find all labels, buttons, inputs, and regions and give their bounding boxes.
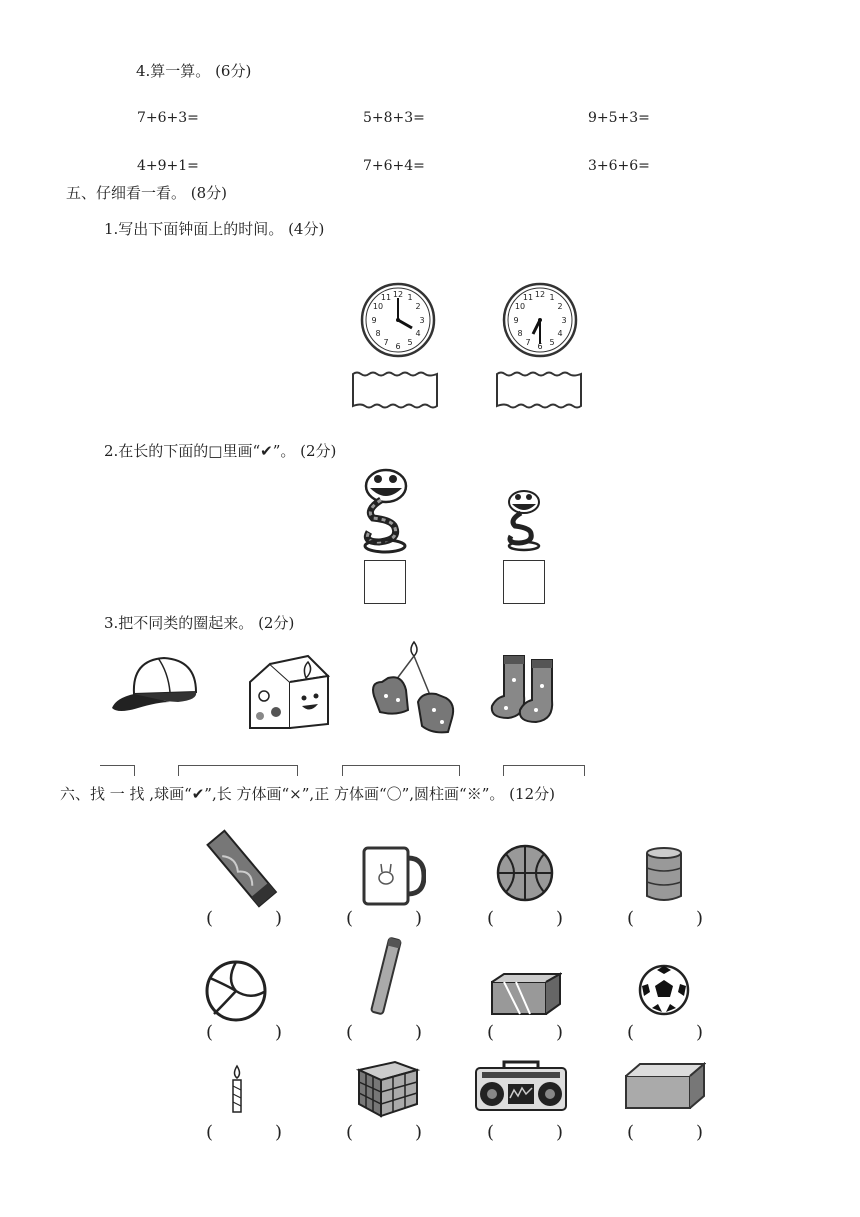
q4-eq-1: 7+6+3=: [137, 110, 199, 126]
pencil-icon: [368, 936, 404, 1016]
divider: [342, 765, 460, 776]
clock-num-7: 7: [525, 338, 531, 347]
clock-num-3: 3: [419, 316, 425, 325]
q4-eq-5: 7+6+4=: [363, 158, 425, 174]
volleyball-icon: [204, 960, 268, 1022]
s5-q3-title: 3.把不同类的圈起来。 (2分): [104, 614, 295, 632]
clock-num-4: 4: [415, 329, 421, 338]
answer-blank[interactable]: ( ): [627, 908, 703, 929]
snake-long-icon: [355, 466, 417, 554]
section-5-title: 五、仔细看一看。 (8分): [66, 184, 228, 202]
answer-box[interactable]: [495, 370, 583, 410]
clock-num-9: 9: [371, 316, 377, 325]
clock-num-11: 11: [522, 293, 534, 302]
clock-num-6: 6: [537, 342, 543, 351]
answer-box[interactable]: [351, 370, 439, 410]
checkbox-long[interactable]: [364, 560, 406, 604]
socks-icon[interactable]: [486, 652, 572, 724]
clock-num-1: 1: [407, 293, 413, 302]
clock-num-12: 12: [534, 290, 546, 299]
clock-num-10: 10: [372, 302, 384, 311]
answer-blank[interactable]: ( ): [487, 908, 563, 929]
answer-blank[interactable]: ( ): [206, 1022, 282, 1043]
s5-q2-title: 2.在长的下面的□里画“✔”。 (2分): [104, 442, 337, 460]
basketball-icon: [496, 844, 554, 902]
answer-blank[interactable]: ( ): [487, 1122, 563, 1143]
clock-num-5: 5: [407, 338, 413, 347]
clock-num-9: 9: [513, 316, 519, 325]
answer-blank[interactable]: ( ): [346, 1022, 422, 1043]
answer-blank[interactable]: ( ): [206, 908, 282, 929]
divider: [178, 765, 298, 776]
answer-blank[interactable]: ( ): [627, 1022, 703, 1043]
clock-num-8: 8: [517, 329, 523, 338]
cuboid-icon: [624, 1062, 706, 1110]
clock-num-2: 2: [415, 302, 421, 311]
answer-blank[interactable]: ( ): [487, 1022, 563, 1043]
clock-icon: [360, 280, 436, 360]
mug-icon: [360, 842, 426, 908]
clock-icon: [502, 280, 578, 360]
clock-num-2: 2: [557, 302, 563, 311]
q4-eq-6: 3+6+6=: [588, 158, 650, 174]
answer-blank[interactable]: ( ): [206, 1122, 282, 1143]
divider: [100, 765, 135, 776]
answer-blank[interactable]: ( ): [346, 1122, 422, 1143]
q4-eq-3: 9+5+3=: [588, 110, 650, 126]
q4-eq-2: 5+8+3=: [363, 110, 425, 126]
section-6-title: 六、找 一 找 ,球画“✔”,长 方体画“×”,正 方体画“〇”,圆柱画“※”。 (12分): [60, 785, 555, 803]
clock-num-3: 3: [561, 316, 567, 325]
s5-q1-title: 1.写出下面钟面上的时间。 (4分): [104, 220, 325, 238]
checkbox-short[interactable]: [503, 560, 545, 604]
milk-carton-icon[interactable]: [246, 652, 334, 732]
glue-stick-icon: [206, 826, 280, 914]
snake-short-icon: [501, 488, 547, 552]
q4-title: 4.算一算。 (6分): [136, 62, 252, 80]
clock-num-7: 7: [383, 338, 389, 347]
clock-num-6: 6: [395, 342, 401, 351]
clock-num-4: 4: [557, 329, 563, 338]
q4-eq-4: 4+9+1=: [137, 158, 199, 174]
can-icon: [644, 846, 684, 904]
clock-num-8: 8: [375, 329, 381, 338]
answer-blank[interactable]: ( ): [346, 908, 422, 929]
divider: [503, 765, 585, 776]
clock-num-10: 10: [514, 302, 526, 311]
candle-icon: [228, 1064, 246, 1114]
clock-num-1: 1: [549, 293, 555, 302]
cap-icon[interactable]: [108, 652, 200, 718]
mittens-icon[interactable]: [366, 638, 460, 736]
clock-num-5: 5: [549, 338, 555, 347]
box-icon: [490, 972, 562, 1016]
soccer-ball-icon: [638, 964, 690, 1016]
clock-num-11: 11: [380, 293, 392, 302]
radio-icon: [474, 1058, 568, 1112]
answer-blank[interactable]: ( ): [627, 1122, 703, 1143]
clock-num-12: 12: [392, 290, 404, 299]
rubiks-cube-icon: [355, 1052, 421, 1118]
